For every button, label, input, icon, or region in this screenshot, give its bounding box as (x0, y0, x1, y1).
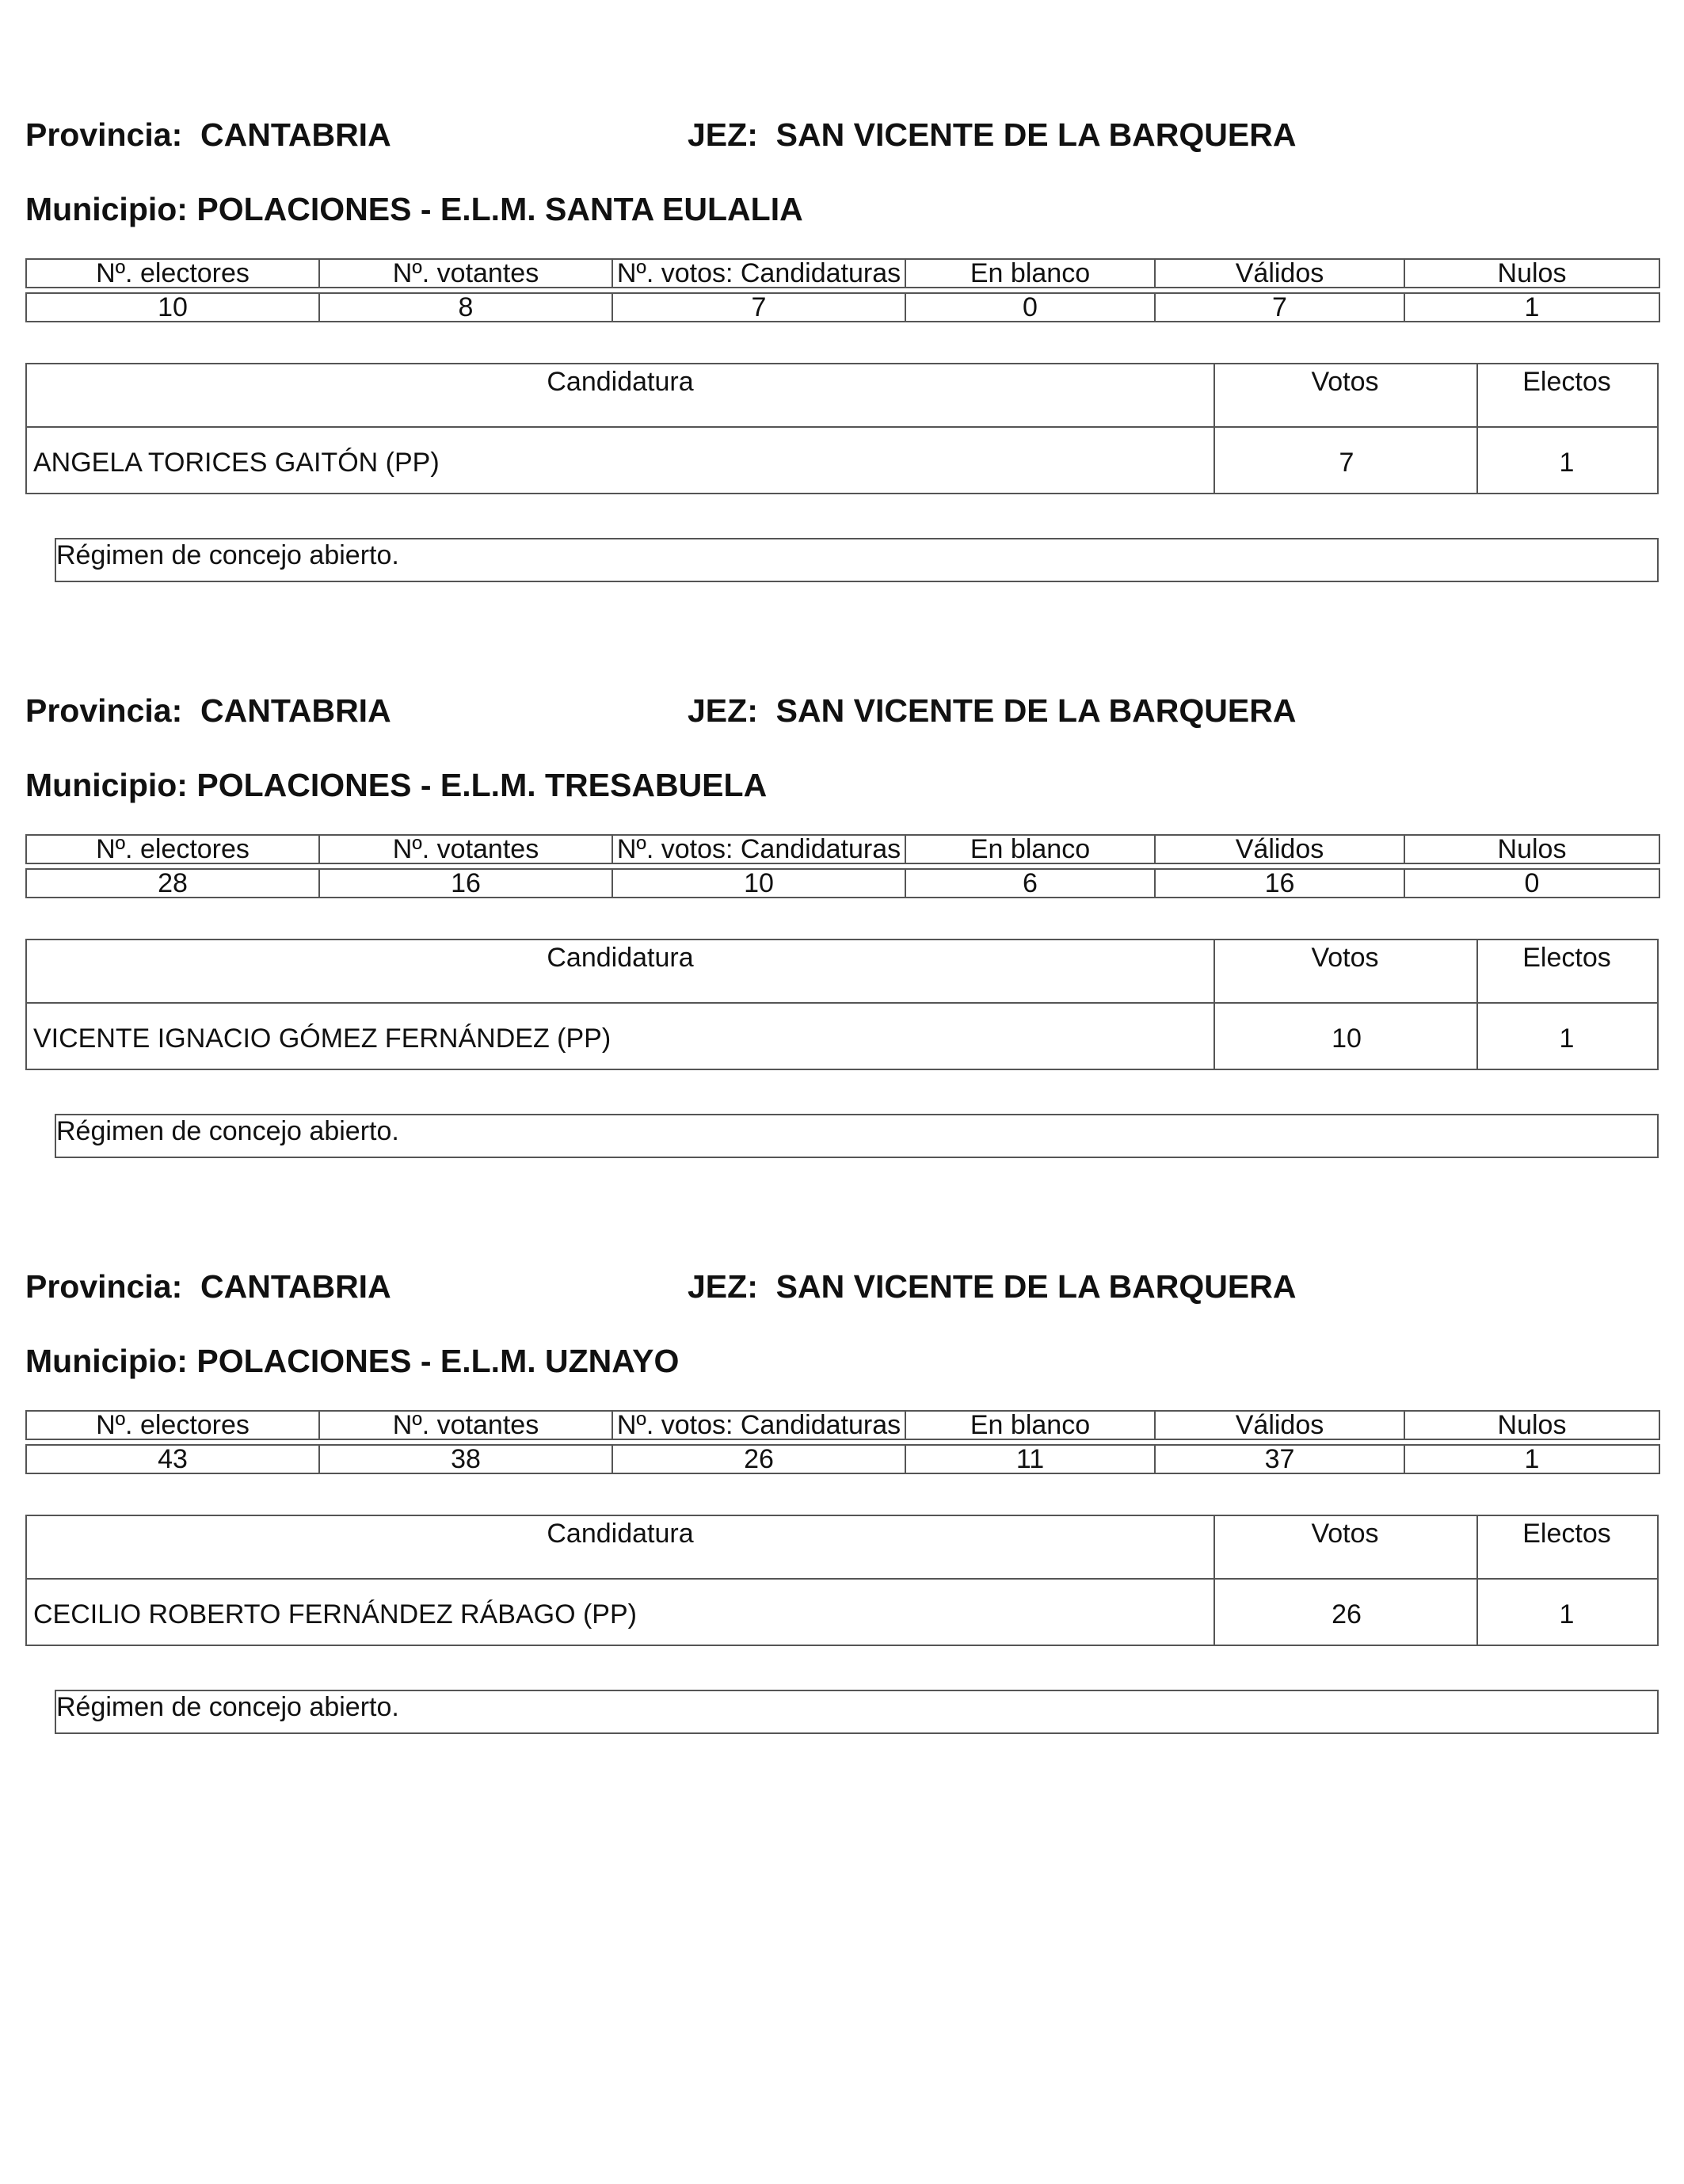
provincia-value: CANTABRIA (200, 1268, 391, 1305)
electos-header: Electos (1522, 367, 1611, 397)
stats-table (25, 258, 1660, 322)
stats-header-cell: Nº. electores (26, 835, 319, 863)
jez-heading (688, 692, 1296, 730)
candidate-name: CECILIO ROBERTO FERNÁNDEZ RÁBAGO (PP) (33, 1599, 637, 1629)
stats-value-cell: 37 (1155, 1445, 1404, 1473)
stats-header-cell: Válidos (1155, 1411, 1404, 1439)
stats-header-cell: Nº. electores (26, 259, 319, 288)
note-text: Régimen de concejo abierto. (56, 1692, 399, 1722)
stats-table (25, 834, 1660, 898)
candidate-name: ANGELA TORICES GAITÓN (PP) (33, 448, 440, 478)
votos-header: Votos (1311, 943, 1379, 973)
candidatura-header: Candidatura (547, 1519, 694, 1549)
provincia-heading (25, 1267, 391, 1305)
note-text: Régimen de concejo abierto. (56, 540, 399, 570)
jez-label: JEZ: (688, 116, 758, 153)
stats-header-cell: En blanco (905, 1411, 1155, 1439)
municipio-heading (25, 190, 803, 228)
stats-header-cell: Nº. votantes (319, 835, 612, 863)
municipio-label: Municipio: (25, 191, 188, 227)
stats-value-cell: 28 (26, 869, 319, 898)
jez-value: SAN VICENTE DE LA BARQUERA (775, 116, 1297, 153)
stats-header-row (26, 259, 1659, 288)
stats-header-cell: En blanco (905, 259, 1155, 288)
candidate-votos: 26 (1332, 1599, 1362, 1629)
candidate-name: VICENTE IGNACIO GÓMEZ FERNÁNDEZ (PP) (33, 1023, 611, 1054)
stats-value-cell: 26 (612, 1445, 905, 1473)
candidatura-header: Candidatura (547, 943, 694, 973)
provincia-label: Provincia: (25, 692, 183, 729)
stats-value-cell: 16 (319, 869, 612, 898)
stats-value-cell: 0 (905, 293, 1155, 322)
stats-value-cell: 1 (1404, 293, 1659, 322)
stats-header-cell: Nº. votos: Candidaturas (612, 835, 905, 863)
stats-value-row (26, 293, 1659, 322)
candidates-table (25, 363, 1659, 494)
candidatura-header: Candidatura (547, 367, 694, 397)
stats-value-row (26, 1445, 1659, 1473)
candidate-electos: 1 (1559, 448, 1575, 478)
provincia-value: CANTABRIA (200, 692, 391, 729)
stats-value-cell: 38 (319, 1445, 612, 1473)
stats-header-cell: Nº. votantes (319, 259, 612, 288)
note-text: Régimen de concejo abierto. (56, 1116, 399, 1146)
stats-header-cell: Válidos (1155, 835, 1404, 863)
stats-value-cell: 7 (612, 293, 905, 322)
provincia-label: Provincia: (25, 1268, 183, 1305)
stats-value-cell: 43 (26, 1445, 319, 1473)
stats-header-cell: Nulos (1404, 259, 1659, 288)
provincia-heading (25, 692, 391, 730)
stats-header-cell: Válidos (1155, 259, 1404, 288)
jez-value: SAN VICENTE DE LA BARQUERA (775, 1268, 1297, 1305)
municipio-label: Municipio: (25, 1343, 188, 1379)
municipality-section (0, 1152, 1684, 1738)
municipio-heading (25, 1342, 679, 1380)
jez-heading (688, 116, 1296, 154)
municipality-section (0, 576, 1684, 1162)
provincia-heading (25, 116, 391, 154)
stats-header-cell: Nº. votos: Candidaturas (612, 1411, 905, 1439)
electos-header: Electos (1522, 1519, 1611, 1549)
stats-value-cell: 16 (1155, 869, 1404, 898)
municipio-value: POLACIONES - E.L.M. TRESABUELA (196, 767, 768, 803)
stats-value-cell: 10 (612, 869, 905, 898)
votos-header: Votos (1311, 1519, 1379, 1549)
stats-table (25, 1410, 1660, 1474)
stats-header-row (26, 1411, 1659, 1439)
stats-header-row (26, 835, 1659, 863)
stats-value-cell: 11 (905, 1445, 1155, 1473)
stats-value-cell: 10 (26, 293, 319, 322)
candidate-electos: 1 (1559, 1023, 1575, 1054)
jez-heading (688, 1267, 1296, 1305)
note-box (55, 1690, 1659, 1734)
stats-header-cell: Nº. votos: Candidaturas (612, 259, 905, 288)
candidate-votos: 10 (1332, 1023, 1362, 1054)
stats-value-cell: 6 (905, 869, 1155, 898)
candidates-table (25, 1515, 1659, 1646)
municipio-value: POLACIONES - E.L.M. UZNAYO (196, 1343, 680, 1379)
stats-value-cell: 7 (1155, 293, 1404, 322)
stats-header-cell: En blanco (905, 835, 1155, 863)
municipio-label: Municipio: (25, 767, 188, 803)
stats-header-cell: Nulos (1404, 835, 1659, 863)
stats-header-cell: Nº. electores (26, 1411, 319, 1439)
stats-header-cell: Nulos (1404, 1411, 1659, 1439)
jez-value: SAN VICENTE DE LA BARQUERA (775, 692, 1297, 729)
municipio-heading (25, 766, 767, 804)
jez-label: JEZ: (688, 692, 758, 729)
stats-value-cell: 1 (1404, 1445, 1659, 1473)
municipio-value: POLACIONES - E.L.M. SANTA EULALIA (196, 191, 803, 227)
stats-value-cell: 8 (319, 293, 612, 322)
candidates-table (25, 939, 1659, 1070)
stats-value-cell: 0 (1404, 869, 1659, 898)
provincia-label: Provincia: (25, 116, 183, 153)
provincia-value: CANTABRIA (200, 116, 391, 153)
candidate-votos: 7 (1339, 448, 1354, 478)
stats-header-cell: Nº. votantes (319, 1411, 612, 1439)
municipality-section (0, 0, 1684, 586)
candidate-electos: 1 (1559, 1599, 1575, 1629)
jez-label: JEZ: (688, 1268, 758, 1305)
stats-value-row (26, 869, 1659, 898)
electos-header: Electos (1522, 943, 1611, 973)
votos-header: Votos (1311, 367, 1379, 397)
